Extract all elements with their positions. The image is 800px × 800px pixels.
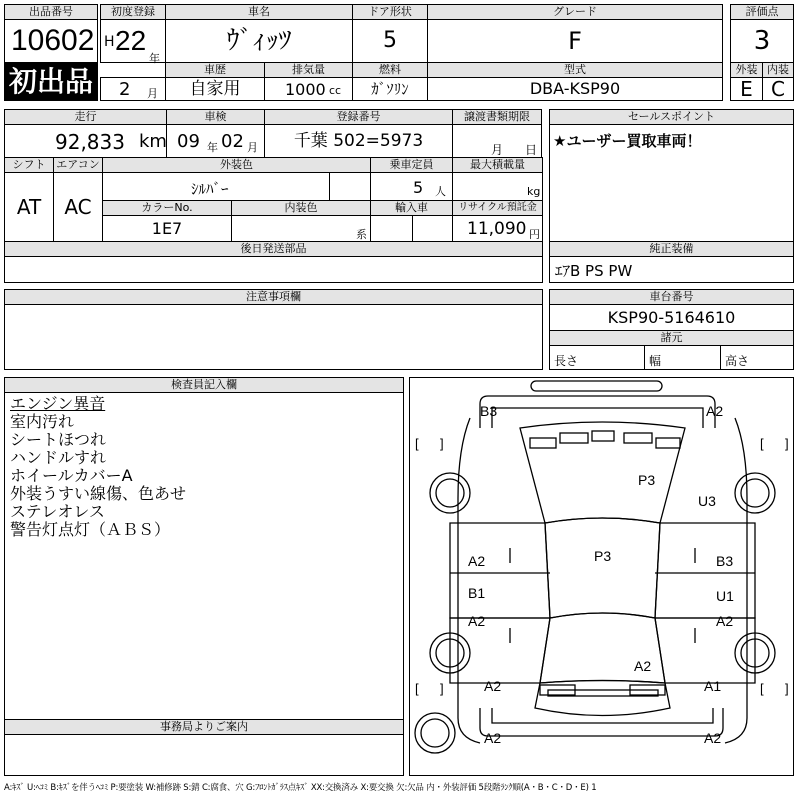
lot-number: 10602 [11, 24, 95, 57]
right-bracket-bottom-close: ] [785, 681, 789, 696]
inspector-notes [10, 395, 186, 539]
exterior-grade: E [730, 77, 763, 101]
door-count: 5 [352, 19, 428, 63]
month-unit: 月 [147, 87, 158, 100]
damage-mark: U3 [698, 493, 716, 509]
displacement: 1000 [285, 80, 326, 99]
damage-mark: A2 [484, 730, 502, 746]
damage-mark: A2 [704, 730, 722, 746]
left-bracket-top: [ [415, 436, 419, 451]
lot-no-header: 出品番号 [4, 4, 98, 20]
first-reg-year-cell [100, 19, 166, 63]
height-cell [720, 345, 794, 370]
damage-marks [410, 378, 795, 777]
score-header: 評価点 [730, 4, 794, 20]
exterior-header: 外装 [730, 62, 763, 78]
right-bracket-top-close: ] [785, 436, 789, 451]
displacement-header: 排気量 [264, 62, 353, 78]
capacity-cell [370, 172, 453, 201]
capacity: 5 [413, 178, 424, 197]
ext-color: ｼﾙﾊﾞｰ [191, 180, 229, 198]
grade-header: グレード [427, 4, 723, 20]
aircon: AC [53, 172, 103, 242]
reg-no-header: 登録番号 [264, 109, 453, 125]
chassis-number: KSP90-5164610 [549, 304, 794, 331]
recycle-fee: 11,090 [467, 219, 527, 239]
equipment-cell [549, 256, 794, 283]
damage-mark: A2 [634, 658, 652, 674]
deadline-cell [452, 124, 542, 158]
chassis-header: 車台番号 [549, 289, 794, 305]
damage-mark: B3 [480, 403, 498, 419]
inspection-year-unit: 年 [207, 141, 218, 154]
deadline-day: 日 [525, 143, 538, 157]
int-color-unit: 系 [356, 228, 367, 241]
color-no: 1E7 [102, 215, 232, 242]
inspector-note: シートほつれ [10, 430, 107, 449]
equipment-header: 純正装備 [549, 241, 794, 257]
ext-color-divider [329, 173, 330, 200]
displacement-cell [264, 77, 353, 101]
inspection-month: 02 [221, 131, 244, 152]
reg-year: 22 [115, 25, 147, 56]
capacity-unit: 人 [435, 185, 446, 198]
damage-mark: U1 [716, 588, 734, 604]
km-unit: km [139, 131, 167, 152]
year-unit: 年 [149, 52, 160, 65]
dimensions-header: 諸元 [549, 330, 794, 346]
lot-no-cell [4, 19, 98, 63]
left-bracket-bottom: [ [415, 681, 419, 696]
first-listing-badge: 初出品 [4, 62, 98, 101]
model-code-header: 型式 [427, 62, 723, 78]
car-name: ｳﾞｨｯﾂ [165, 19, 353, 63]
interior-header: 内装 [762, 62, 794, 78]
deadline-month: 月 [491, 143, 504, 157]
inspector-cell [4, 392, 404, 720]
door-header: ドア形状 [352, 4, 428, 20]
era: H [104, 34, 115, 50]
int-color-cell [231, 215, 371, 242]
reg-month: 2 [119, 79, 131, 100]
import-header: 輸入車 [370, 200, 453, 216]
fuel: ｶﾞｿﾘﾝ [352, 77, 428, 101]
inspection-cell [166, 124, 265, 158]
capacity-header: 乗車定員 [370, 157, 453, 173]
inspector-note: 室内汚れ [10, 412, 75, 431]
damage-mark: P3 [638, 472, 656, 488]
grade: F [427, 19, 723, 63]
first-reg-month-cell [100, 77, 166, 101]
damage-mark: A1 [704, 678, 722, 694]
inspector-header: 検査員記入欄 [4, 377, 404, 393]
notes-cell [4, 304, 543, 370]
sales-point-text: ★ユーザー買取車両！ [553, 132, 702, 150]
shift-header: シフト [4, 157, 54, 173]
equipment: ｴｱB PS PW [555, 262, 633, 280]
ext-color-cell [102, 172, 371, 201]
later-parts-header: 後日発送部品 [4, 241, 543, 257]
mileage: 92,833 [55, 130, 125, 154]
left-bracket-top-close: ] [440, 436, 444, 451]
aircon-header: エアコン [53, 157, 103, 173]
damage-mark: A2 [706, 403, 724, 419]
inspector-note: ステレオレス [10, 502, 105, 521]
cc-unit: cc [329, 84, 342, 97]
model-code: DBA-KSP90 [427, 77, 723, 101]
damage-legend: A:ｷｽﾞ U:ﾍｺﾐ B:ｷｽﾞを伴うﾍｺﾐ P:要塗装 W:補修跡 S:錆 C:腐食、穴 G:ﾌﾛﾝﾄｶﾞﾗｽ点ｷｽﾞ XX:交換済み X:要交換 欠:欠品 内・外装評価 5段階ﾗﾝｸ順(A・B・C・D・E) 1 [4, 783, 597, 793]
damage-mark: A2 [716, 613, 734, 629]
inspector-note: 警告灯点灯（ＡＢＳ） [10, 520, 171, 539]
reg-number: 千葉 502=5973 [264, 124, 453, 158]
car-name-header: 車名 [165, 4, 353, 20]
recycle-header: リサイクル預託金 [452, 200, 543, 216]
damage-mark: B1 [468, 585, 486, 601]
damage-mark: A2 [468, 613, 486, 629]
deadline-header: 譲渡書類期限 [452, 109, 542, 125]
later-parts-cell [4, 256, 543, 283]
office-header: 事務局よりご案内 [4, 719, 404, 735]
ext-color-header: 外装色 [102, 157, 371, 173]
inspector-note: ホイールカバーA [10, 466, 133, 485]
sales-point-cell [549, 124, 794, 242]
mileage-header: 走行 [4, 109, 167, 125]
right-bracket-bottom: [ [760, 681, 764, 696]
length-cell [549, 345, 645, 370]
left-bracket-bottom-close: ] [440, 681, 444, 696]
shift: AT [4, 172, 54, 242]
int-color-header: 内装色 [231, 200, 371, 216]
import-cell-a [370, 215, 413, 242]
office-cell [4, 734, 404, 776]
max-load-header: 最大積載量 [452, 157, 543, 173]
mileage-cell [4, 124, 167, 158]
yen-unit: 円 [529, 228, 540, 241]
width-label: 幅 [649, 354, 662, 368]
load-unit: kg [527, 185, 541, 198]
width-cell [644, 345, 721, 370]
inspection-header: 車検 [166, 109, 265, 125]
recycle-cell [452, 215, 543, 242]
inspector-note: ハンドルすれ [10, 448, 107, 467]
color-no-header: カラーNo. [102, 200, 232, 216]
height-label: 高さ [725, 354, 750, 368]
notes-header: 注意事項欄 [4, 289, 543, 305]
history-header: 車歴 [165, 62, 265, 78]
first-reg-header: 初度登録 [100, 4, 166, 20]
score: 3 [730, 19, 794, 63]
damage-mark: A2 [468, 553, 486, 569]
interior-grade: C [762, 77, 794, 101]
sales-point-header: セールスポイント [549, 109, 794, 125]
damage-diagram [409, 377, 794, 776]
max-load-cell [452, 172, 543, 201]
damage-mark: B3 [716, 553, 734, 569]
inspection-month-unit: 月 [247, 141, 258, 154]
inspection-year: 09 [177, 131, 200, 152]
inspector-note: 外装うすい線傷、色あせ [10, 484, 187, 503]
fuel-header: 燃料 [352, 62, 428, 78]
length-label: 長さ [554, 354, 579, 368]
import-cell-b [412, 215, 453, 242]
right-bracket-top: [ [760, 436, 764, 451]
damage-mark: A2 [484, 678, 502, 694]
history: 自家用 [165, 77, 265, 101]
inspector-note: エンジン異音 [10, 394, 106, 413]
damage-mark: P3 [594, 548, 612, 564]
